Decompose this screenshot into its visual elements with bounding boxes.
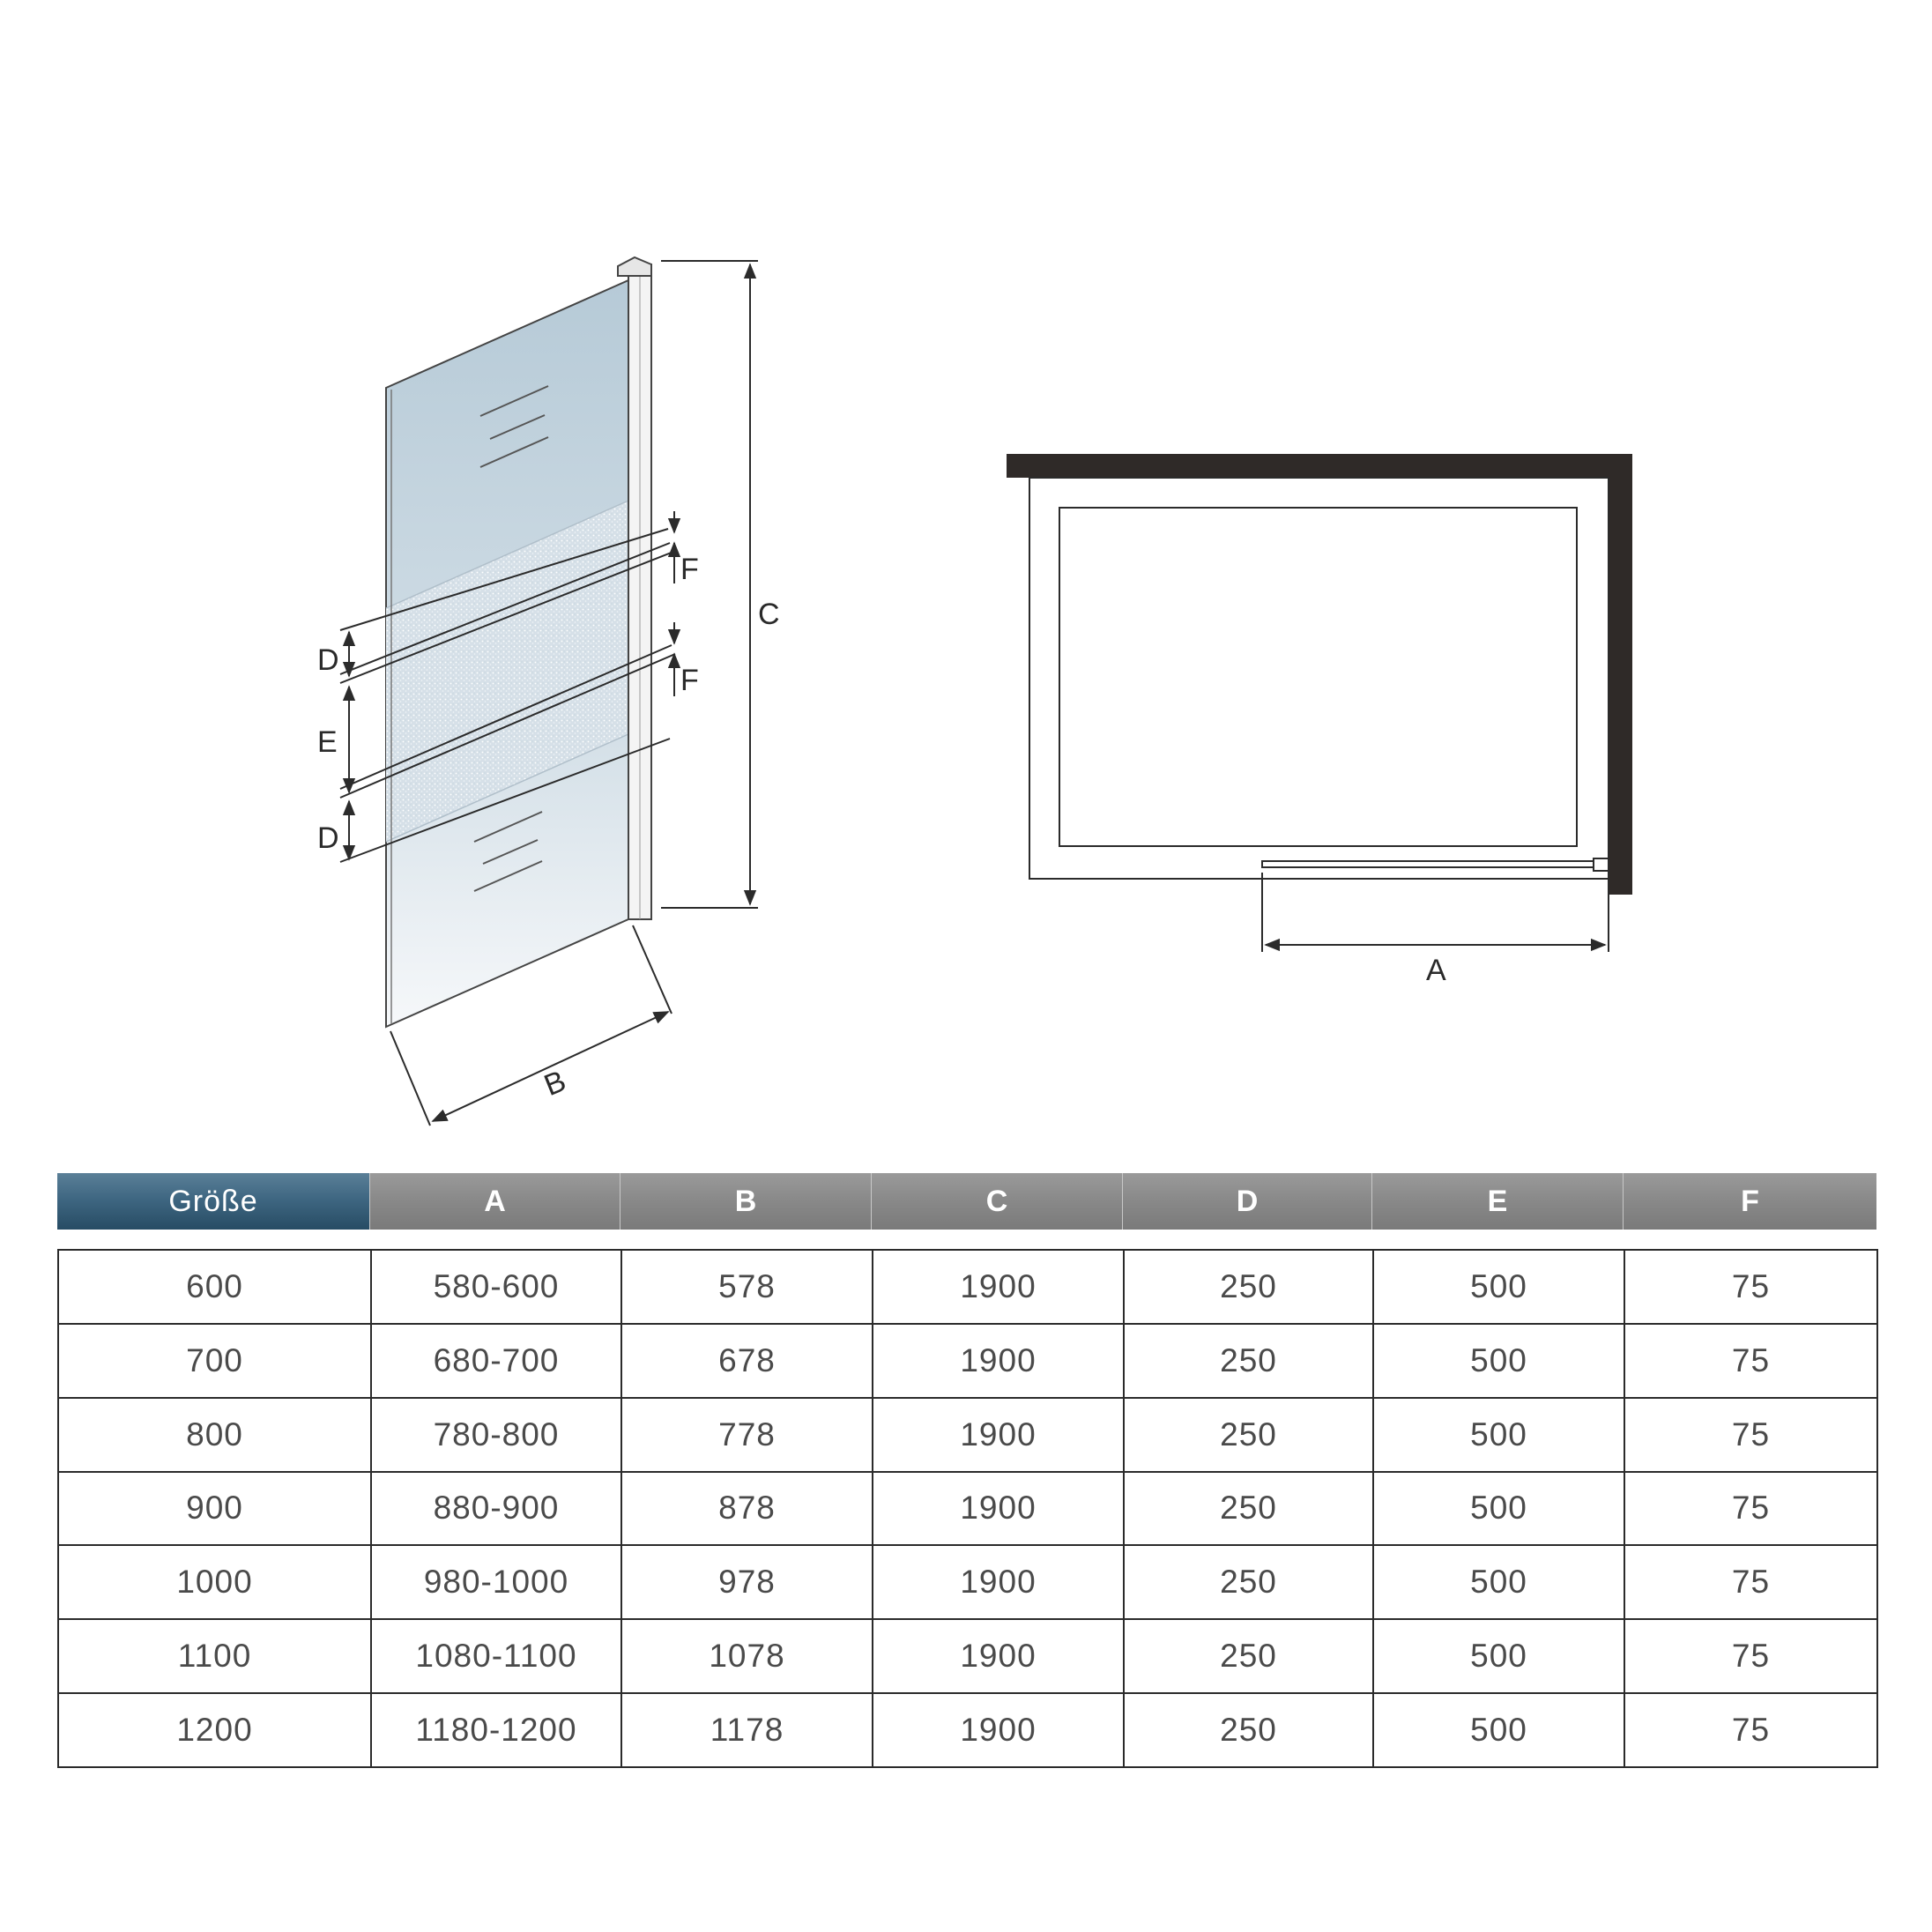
- cell-b: 1178: [621, 1693, 873, 1767]
- dimension-a: [1262, 873, 1609, 952]
- table-row: [58, 1693, 1877, 1767]
- cell-c: 1900: [873, 1250, 1124, 1324]
- wall-right: [1609, 454, 1632, 895]
- header-f: F: [1624, 1173, 1876, 1230]
- cell-b: 578: [621, 1250, 873, 1324]
- cell-c: 1900: [873, 1472, 1124, 1546]
- table-row: [58, 1324, 1877, 1398]
- cell-groesse: 1100: [58, 1619, 371, 1693]
- header-groesse: Größe: [57, 1173, 370, 1230]
- cell-groesse: 600: [58, 1250, 371, 1324]
- table-row: [58, 1250, 1877, 1324]
- table-row: [58, 1472, 1877, 1546]
- cell-a: 1180-1200: [371, 1693, 621, 1767]
- cell-f: 75: [1624, 1619, 1877, 1693]
- cell-b: 978: [621, 1545, 873, 1619]
- cell-e: 500: [1373, 1693, 1624, 1767]
- dim-label-f-lower: F: [680, 664, 699, 697]
- dim-label-d-lower: D: [317, 821, 339, 855]
- cell-f: 75: [1624, 1250, 1877, 1324]
- cell-groesse: 700: [58, 1324, 371, 1398]
- header-b: B: [620, 1173, 872, 1230]
- profile-cap: [618, 257, 651, 276]
- wall-top: [1007, 454, 1632, 478]
- cell-e: 500: [1373, 1472, 1624, 1546]
- dim-label-c: C: [758, 598, 780, 631]
- cell-d: 250: [1124, 1398, 1373, 1472]
- cell-groesse: 1000: [58, 1545, 371, 1619]
- floor-plan: [1007, 454, 1632, 895]
- cell-c: 1900: [873, 1693, 1124, 1767]
- cell-a: 880-900: [371, 1472, 621, 1546]
- cell-c: 1900: [873, 1398, 1124, 1472]
- cell-e: 500: [1373, 1545, 1624, 1619]
- cell-d: 250: [1124, 1324, 1373, 1398]
- cell-d: 250: [1124, 1619, 1373, 1693]
- wall-profile-plan: [1594, 858, 1609, 871]
- cell-a: 980-1000: [371, 1545, 621, 1619]
- cell-groesse: 800: [58, 1398, 371, 1472]
- cell-d: 250: [1124, 1472, 1373, 1546]
- cell-c: 1900: [873, 1545, 1124, 1619]
- size-table-header: [57, 1173, 1876, 1230]
- dim-label-b: B: [539, 1064, 571, 1103]
- cell-d: 250: [1124, 1693, 1373, 1767]
- cell-f: 75: [1624, 1398, 1877, 1472]
- cell-b: 678: [621, 1324, 873, 1398]
- dim-label-a: A: [1426, 954, 1446, 987]
- header-a: A: [370, 1173, 620, 1230]
- dimension-c: [661, 261, 758, 908]
- cell-groesse: 1200: [58, 1693, 371, 1767]
- cell-d: 250: [1124, 1250, 1373, 1324]
- header-c: C: [872, 1173, 1123, 1230]
- size-table: [57, 1249, 1878, 1768]
- table-row: [58, 1398, 1877, 1472]
- shower-tray-inner: [1059, 508, 1577, 846]
- cell-e: 500: [1373, 1398, 1624, 1472]
- cell-groesse: 900: [58, 1472, 371, 1546]
- dim-label-f-upper: F: [680, 553, 699, 586]
- table-row: [58, 1545, 1877, 1619]
- table-row: [58, 1619, 1877, 1693]
- cell-a: 1080-1100: [371, 1619, 621, 1693]
- dim-label-e: E: [317, 725, 338, 759]
- cell-a: 780-800: [371, 1398, 621, 1472]
- header-d: D: [1123, 1173, 1372, 1230]
- cell-d: 250: [1124, 1545, 1373, 1619]
- cell-f: 75: [1624, 1693, 1877, 1767]
- cell-f: 75: [1624, 1545, 1877, 1619]
- cell-c: 1900: [873, 1324, 1124, 1398]
- cell-a: 680-700: [371, 1324, 621, 1398]
- glass-panel-plan: [1262, 861, 1601, 867]
- cell-c: 1900: [873, 1619, 1124, 1693]
- cell-a: 580-600: [371, 1250, 621, 1324]
- cell-f: 75: [1624, 1472, 1877, 1546]
- cell-e: 500: [1373, 1619, 1624, 1693]
- cell-b: 778: [621, 1398, 873, 1472]
- cell-b: 878: [621, 1472, 873, 1546]
- cell-b: 1078: [621, 1619, 873, 1693]
- cell-e: 500: [1373, 1250, 1624, 1324]
- cell-e: 500: [1373, 1324, 1624, 1398]
- dim-label-d-upper: D: [317, 643, 339, 677]
- header-e: E: [1372, 1173, 1624, 1230]
- glass-panel: [386, 257, 651, 1027]
- cell-f: 75: [1624, 1324, 1877, 1398]
